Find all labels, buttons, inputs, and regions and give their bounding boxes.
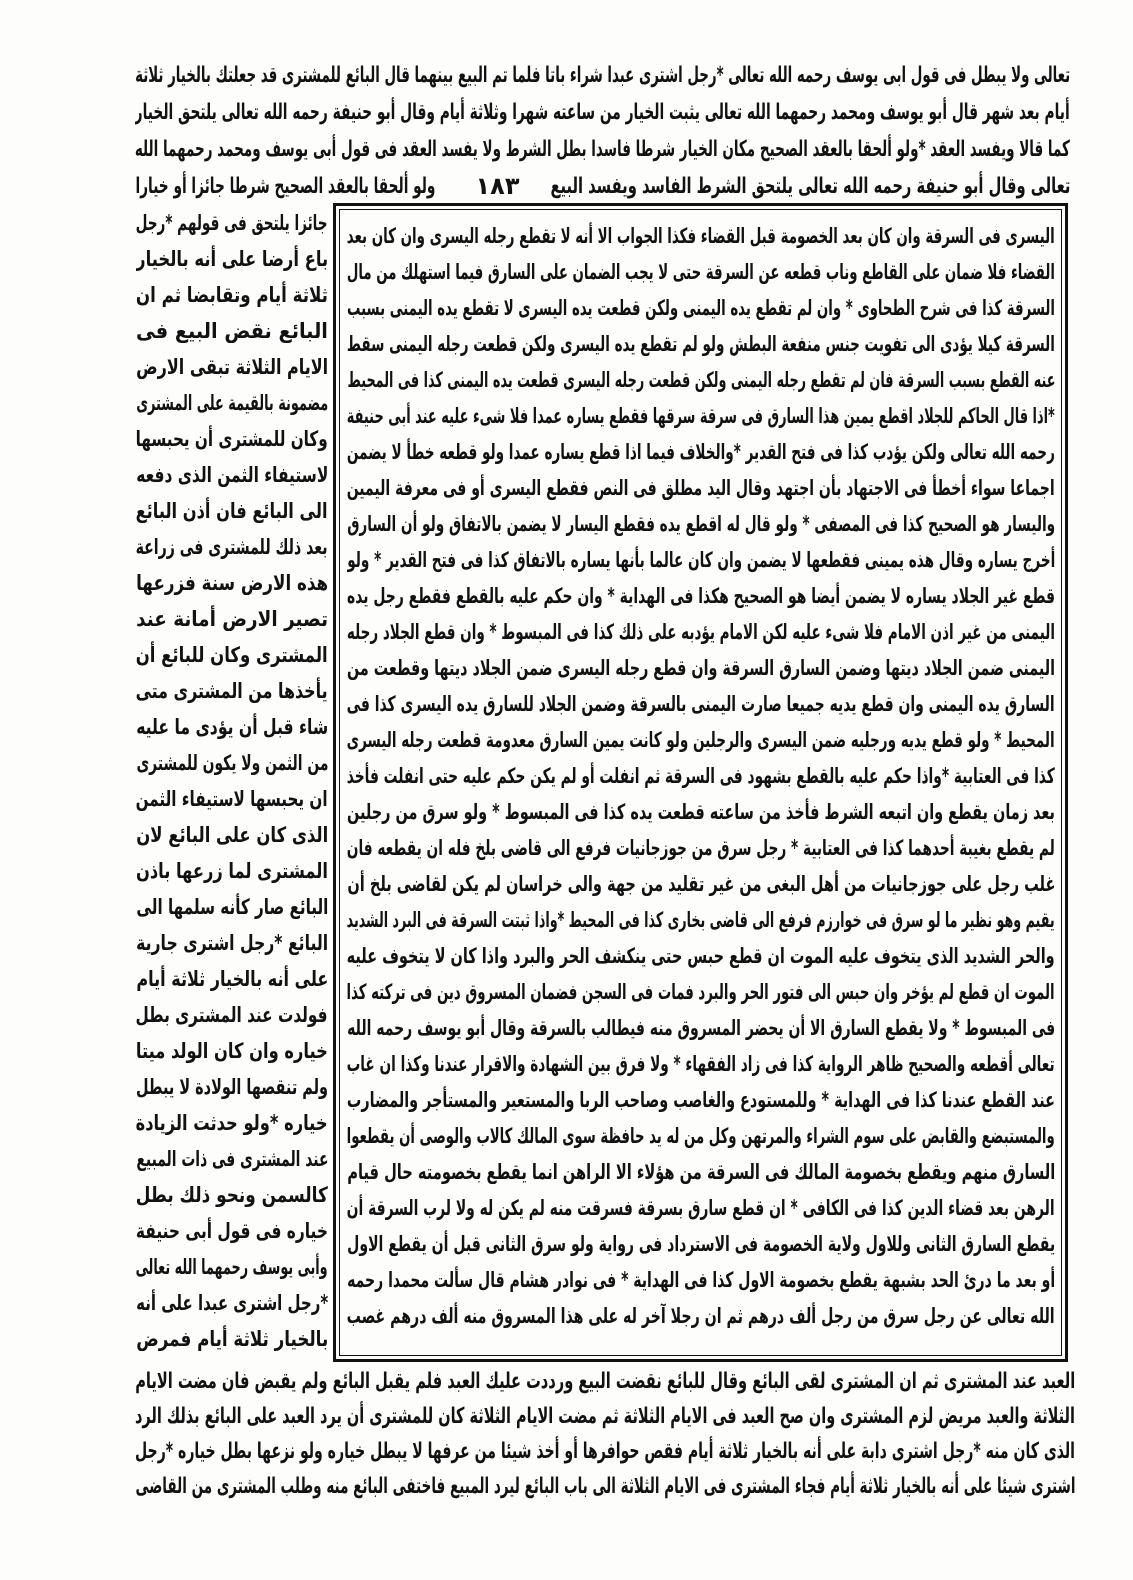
margin-text-line (136, 817, 328, 853)
margin-text-line-text: خياره وان كان الولد ميتا (136, 1039, 328, 1063)
main-text-line-text: قطع غير الجلاد يساره لا يضمن أيضا هو الصحيح هكذا فى الهداية * وان حكم عليه بالقطع فقطع رجل يده (347, 584, 1055, 608)
main-text-line (347, 1118, 1055, 1154)
margin-text-line (136, 781, 328, 817)
margin-text-line (136, 1249, 328, 1285)
margin-text-line-text: شاء قبل أن يؤدى ما عليه (136, 715, 328, 739)
main-text-line (347, 362, 1055, 398)
margin-text-line-text: على أنه بالخيار ثلاثة أيام (136, 967, 328, 991)
main-text-line (347, 938, 1055, 974)
main-text-block (347, 218, 1055, 1334)
header-line-text: كما قالا ويفسد العقد *ولو ألحقا بالعقد الصحيح مكان الخيار شرطا فاسدا بطل الشرط ولا يفسد العقد فى قول أبى يوسف ومحمد رحمهما الله (135, 137, 1070, 162)
margin-text-line-text: المشترى وكان للبائع أن (136, 643, 328, 667)
main-text-line (347, 218, 1055, 254)
margin-text-line-text: البائع *رجل اشترى جارية (136, 931, 328, 955)
margin-text-line (136, 349, 328, 385)
margin-text-line (136, 1213, 328, 1249)
main-text-line-text: فى المبسوط * ولا يقطع السارق الا أن يحضر المسروق منه فيطالب بالسرقة وقال أبو يوسف رحمه الله (347, 1016, 1055, 1040)
margin-text-line (136, 313, 328, 349)
header-line-left-part (135, 168, 435, 205)
margin-text-line-text: *رجل اشترى عبدا على أنه (136, 1291, 328, 1315)
margin-text-line (136, 241, 328, 277)
margin-text-line-text: جائزا يلتحق فى قولهم *رجل (136, 211, 328, 235)
main-text-line (347, 614, 1055, 650)
main-text-line-text: والمستبضع والقابض على سوم الشراء والمرتهن وكل من له يد حافظة سوى المالك كالاب والوصى أن يقطعوا (347, 1124, 1055, 1148)
main-text-line-text: أخرج يساره وقال هذه يمينى فقطعها لا يضمن وان كان عالما بأنها يساره بالاتفاق كذا فى فتح القدير * ولو (347, 548, 1055, 572)
main-text-line-text: السارق منهم ويقطع بخصومة المالك فى السرقة من هؤلاء الا الراهن انما يقطع بخصومته حال قيام (347, 1160, 1055, 1184)
margin-text-line (136, 961, 328, 997)
margin-text-line (136, 1069, 328, 1105)
margin-text-line (136, 457, 328, 493)
margin-text-line-text: بعد ذلك للمشترى فى زراعة (136, 535, 328, 559)
header-text-block (135, 57, 1070, 205)
main-text-line (347, 902, 1055, 938)
page-number: ١٨٣ (475, 172, 520, 200)
footer-text-line-text: العبد عند المشترى ثم ان المشترى لقى البائع وقال للبائع نقضت البيع ورددت عليك العبد فلم يقبل البائع ولم يقبض فان مضت الايام (135, 1369, 1075, 1394)
main-text-line-text: أو بعد ما درئ الحد بشبهة يقطع بخصومة الاول كذا فى الهداية * فى نوادر هشام قال سألت محمدا رحمه (347, 1268, 1055, 1292)
margin-text-line (136, 601, 328, 637)
margin-text-line (136, 997, 328, 1033)
margin-text-line-text: بالخيار ثلاثة أيام فمرض (136, 1327, 328, 1351)
main-text-line-text: اليمنى ضمن الجلاد ديتها وضمن السارق السرقة وان قطع رجله اليسرى ضمن الجلاد ديتها وقطعت من (347, 656, 1055, 680)
main-text-line (347, 794, 1055, 830)
margin-text-line-text: البائع صار كأنه سلمها الى (136, 895, 328, 919)
main-text-line-text: الله تعالى عن رجل سرق من رجل ألف درهم ثم ان رجلا آخر له على هذا المسروق منه ألف درهم غصب (347, 1304, 1055, 1328)
margin-text-line-text: ولم تنقصها الولادة لا يبطل (136, 1075, 328, 1099)
margin-text-line (136, 565, 328, 601)
main-text-line-text: السرقة كيلا يؤدى الى تفويت جنس منفعة البطش ولو لم تقطع يده اليسرى ولكن قطعت رجله اليمنى سقط (347, 332, 1055, 356)
main-text-line (347, 1010, 1055, 1046)
main-text-line (347, 1298, 1055, 1334)
main-text-line-text: بعد زمان يقطع وان اتبعه الشرط فأخذ من ساعته قطعت يده كذا فى المبسوط * ولو سرق من رجلين (347, 800, 1055, 824)
margin-text-line (136, 493, 328, 529)
footer-text-line (135, 1364, 1075, 1399)
margin-text-line-text: المشترى لما زرعها باذن (136, 859, 328, 883)
margin-text-line (136, 1105, 328, 1141)
margin-text-line (136, 205, 328, 241)
header-line (135, 57, 1070, 94)
margin-text-line-text: وأبى يوسف رحمهما الله تعالى (136, 1255, 328, 1279)
margin-text-line-text: الايام الثلاثة تبقى الارض (136, 355, 328, 379)
main-text-line-text: يقطع السارق الثانى وللاول ولاية الخصومة فى الاسترداد فى رواية ولو سرق الثانى قبل أن يقطع الاول (347, 1232, 1055, 1256)
main-text-line-text: واليسار هو الصحيح كذا فى المصفى * ولو قال له اقطع يده فقطع اليسار لا يضمن بالاتفاق ولو أن السارق (347, 512, 1055, 536)
margin-text-line (136, 637, 328, 673)
margin-text-line (136, 709, 328, 745)
main-text-line-text: يقيم وهو نظير ما لو سرق فى خوارزم فرفع الى قاضى بخارى كذا فى المحيط *واذا ثبتت السرقة فى البرد الشديد (347, 908, 1055, 932)
main-text-line-text: القضاء فلا ضمان على القاطع وناب قطعه عن السرقة حتى لا يجب الضمان على السارق فيما استهلك من مال (347, 260, 1055, 284)
margin-text-line (136, 925, 328, 961)
main-text-line-text: عند القطع عندنا كذا فى الهداية * وللمستودع والغاصب وصاحب الربا والمستعير والمستأجر والمضارب (347, 1088, 1055, 1112)
main-text-line-text: غلب رجل على جوزجانيات من أهل البغى من غير تقليد من جهة والى خراسان لم يكن لقاضى بلخ أن (347, 872, 1055, 896)
main-text-line (347, 650, 1055, 686)
margin-text-line-text: خياره *ولو حدثت الزيادة (136, 1111, 328, 1135)
header-line-right-part (550, 168, 1070, 205)
margin-text-line-text: البائع نقض البيع فى (136, 319, 328, 343)
main-text-line (347, 434, 1055, 470)
footer-text-line-text: الثلاثة والعبد مريض لزم المشترى وان صح العبد فى الايام الثلاثة ثم مضت الايام الثلاثة كان للمشترى أن يرد العبد على البائع بذلك الرد (135, 1404, 1075, 1429)
main-text-line-text: عنه القطع بسبب السرقة فان لم تقطع رجله اليمنى ولكن قطعت رجله اليسرى قطعت يده اليمنى كذا فى المحيط (347, 368, 1055, 392)
header-line-text: تعالى وقال أبو حنيفة رحمه الله تعالى يلتحق الشرط الفاسد ويفسد البيع (550, 174, 1070, 199)
main-text-line (347, 758, 1055, 794)
main-text-line (347, 506, 1055, 542)
margin-text-line-text: خياره فى قول أبى حنيفة (136, 1219, 328, 1243)
margin-text-line-text: الذى كان على البائع لان (136, 823, 328, 847)
main-text-line (347, 542, 1055, 578)
margin-text-line (136, 385, 328, 421)
margin-text-line (136, 1033, 328, 1069)
margin-text-line-text: باع أرضا على أنه بالخيار (136, 247, 328, 271)
main-text-line (347, 686, 1055, 722)
margin-text-line (136, 529, 328, 565)
main-text-line-text: والحر الشديد الذى يتخوف عليه الموت ان قطع حبس حتى ينكشف الحر والبرد واذا كان لا يتخوف عليه (347, 944, 1055, 968)
margin-text-line-text: ثلاثة أيام وتقابضا ثم ان (136, 283, 328, 307)
margin-text-line-text: يأخذها من المشترى متى (136, 679, 328, 703)
margin-text-column (136, 205, 328, 1357)
footer-text-line (135, 1469, 1075, 1504)
margin-text-line (136, 889, 328, 925)
main-text-line (347, 1262, 1055, 1298)
main-text-line-text: اليمنى من غير اذن الامام فلا شىء عليه لكن الامام يؤدبه على ذلك كذا فى المبسوط * وان قطع الجلاد رجله (347, 620, 1055, 644)
header-line-text: تعالى ولا يبطل فى قول ابى يوسف رحمه الله تعالى *رجل اشترى عبدا شراء باتا فلما تم البيع بينهما قال البائع للمشترى قد جعلتك بالخيار ثلاثة (135, 63, 1070, 88)
main-text-line-text: الرهن بعد قضاء الدين كذا فى الكافى * ان قطع سارق بسرقة فسرقت منه لم يكن له ولا لرب السرقة أن (347, 1196, 1055, 1220)
main-text-line (347, 722, 1055, 758)
margin-text-line-text: هذه الارض سنة فزرعها (136, 571, 328, 595)
footer-text-line-text: اشترى شيئا على أنه بالخيار ثلاثة أيام فجاء المشترى فى الايام الثلاثة الى باب البائع ليرد المبيع فاختفى البائع منه وطلب المشترى من القاضى (135, 1474, 1075, 1499)
main-text-line-text: اجماعا سواء أخطأ فى الاجتهاد بأن اجتهد وقال اليد مطلق فى النص فقطع اليسرى أو فى معرفة اليمين (347, 476, 1055, 500)
margin-text-line-text: الى البائع فان أذن البائع (136, 499, 328, 523)
margin-text-line-text: فولدت عند المشترى بطل (136, 1003, 328, 1027)
margin-text-line (136, 277, 328, 313)
main-text-line (347, 866, 1055, 902)
main-text-line-text: السرقة كذا فى شرح الطحاوى * وان لم تقطع يده اليمنى ولكن قطعت يده اليسرى لا تقطع يده اليمنى بسبب (347, 296, 1055, 320)
main-text-line-text: تعالى أقطعه والصحيح ظاهر الرواية كذا فى زاد الفقهاء * ولا فرق بين الشهادة والاقرار عندنا وكذا ان غاب (347, 1052, 1055, 1076)
margin-text-line (136, 1177, 328, 1213)
main-text-line (347, 470, 1055, 506)
header-line-text: ولو ألحقا بالعقد الصحيح شرطا جائزا أو خيارا (135, 174, 435, 199)
main-text-line-text: رحمه الله تعالى ولكن يؤدب كذا فى فتح القدير *والخلاف فيما اذا قطع يساره عمدا ولو قطعه خطأ لا يضمن (347, 440, 1055, 464)
margin-text-line (136, 1141, 328, 1177)
main-text-line (347, 254, 1055, 290)
main-text-line-text: السارق يده اليمنى وان قطع يديه جميعا صارت اليمنى بالسرقة وضمن الجلاد للسارق يده اليسرى كذا فى (347, 692, 1055, 716)
margin-text-line-text: مضمونة بالقيمة على المشترى (136, 391, 328, 415)
main-text-line (347, 1190, 1055, 1226)
margin-text-line-text: وكان للمشترى أن يحبسها (136, 427, 328, 451)
header-line (135, 94, 1070, 131)
footer-text-block (135, 1364, 1075, 1504)
header-line (135, 131, 1070, 168)
main-text-line-text: *اذا قال الحاكم للجلاد اقطع يمين هذا السارق فى سرقة سرقها فقطع يساره عمدا فلا شىء عليه عند أبى حنيفة (347, 404, 1055, 428)
footer-text-line-text: الذى كان منه *رجل اشترى دابة على أنه بالخيار ثلاثة أيام فقص حوافرها أو أخذ شيئا من عرفها لا يبطل خياره ولو نزعها بطل خياره *رجل (135, 1439, 1075, 1464)
header-line-text: أيام بعد شهر قال أبو يوسف ومحمد رحمهما الله تعالى يثبت الخيار من ساعته شهرا وثلاثة أيام وقال أبو حنيفة رحمه الله تعالى يلتحق الخيار (135, 100, 1070, 125)
main-text-line-text: المحيط * ولو قطع يديه ورجليه ضمن اليسرى والرجلين ولو كانت يمين السارق معدومة قطعت رجله اليسرى (347, 728, 1055, 752)
main-text-line (347, 290, 1055, 326)
main-text-line (347, 326, 1055, 362)
margin-text-line (136, 745, 328, 781)
main-text-line-text: لم يقطع بغيبة أحدهما كذا فى العتابية * رجل سرق من جوزجانيات فرفع الى قاضى بلخ فله ان يقطعه فان (347, 836, 1055, 860)
main-text-line (347, 1046, 1055, 1082)
main-text-line (347, 1226, 1055, 1262)
margin-text-line-text: لاستيفاء الثمن الذى دفعه (136, 463, 328, 487)
main-text-line (347, 974, 1055, 1010)
margin-text-line-text: تصير الارض أمانة عند (136, 607, 328, 631)
margin-text-line (136, 421, 328, 457)
main-text-line (347, 830, 1055, 866)
margin-text-line-text: من الثمن ولا يكون للمشترى (136, 751, 328, 775)
margin-text-line (136, 1285, 328, 1321)
main-text-line-text: الموت ان قطع لم يؤخر وان حبس الى فتور الحر والبرد فمات فى السجن فضمان المسروق دين فى تركته كذا (347, 980, 1055, 1004)
footer-text-line (135, 1434, 1075, 1469)
margin-text-line-text: عند المشترى فى ذات المبيع (136, 1147, 328, 1171)
main-text-line (347, 1082, 1055, 1118)
margin-text-line (136, 853, 328, 889)
main-text-line (347, 1154, 1055, 1190)
margin-text-line (136, 1321, 328, 1357)
header-line-with-page-number (135, 168, 1070, 205)
main-text-line (347, 398, 1055, 434)
main-text-line-text: اليسرى فى السرقة وان كان بعد الخصومة قبل القضاء فكذا الجواب الا أنه لا تقطع رجله اليسرى وان كان بعد (347, 224, 1055, 248)
main-text-line-text: كذا فى العتابية *واذا حكم عليه بالقطع بشهود فى السرقة ثم انفلت أو لم يكن حكم عليه حتى انفلت فأخذ (347, 764, 1055, 788)
margin-text-line-text: كالسمن ونحو ذلك بطل (136, 1183, 328, 1207)
margin-text-line (136, 673, 328, 709)
margin-text-line-text: ان يحبسها لاستيفاء الثمن (136, 787, 328, 811)
main-text-line (347, 578, 1055, 614)
footer-text-line (135, 1399, 1075, 1434)
